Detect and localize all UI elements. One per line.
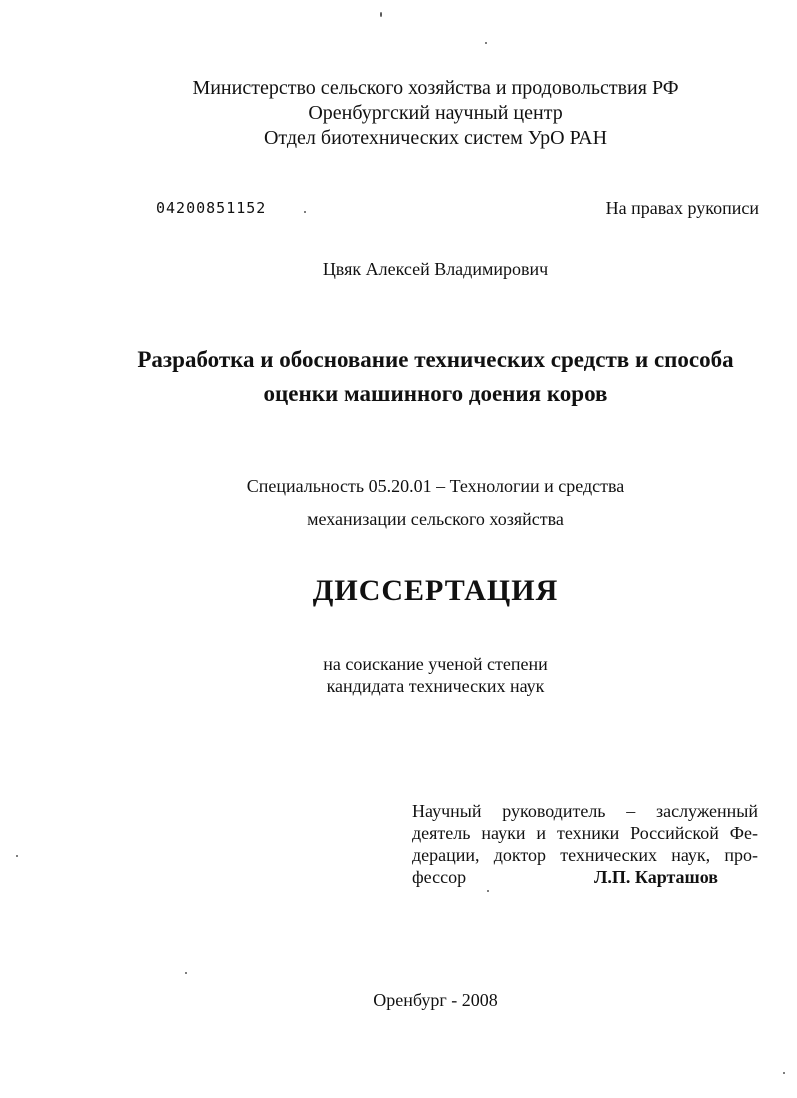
dissertation-title: [0, 343, 797, 411]
manuscript-rights-note: На правах рукописи: [605, 198, 759, 218]
supervisor-line-3: дерации, доктор технических наук, про-: [412, 845, 758, 865]
scan-speck: [485, 42, 487, 44]
scan-speck: [16, 855, 18, 857]
scan-speck: [304, 211, 306, 213]
department-name: Отдел биотехнических систем УрО РАН: [263, 127, 608, 149]
document-code: 04200851152: [156, 199, 267, 217]
supervisor-line-4: [412, 866, 758, 888]
specialty-line-2: механизации сельского хозяйства: [307, 509, 564, 529]
ministry-name: Министерство сельского хозяйства и продовольствия РФ: [192, 77, 679, 99]
author-name: Цвяк Алексей Владимирович: [322, 259, 549, 279]
supervisor-block: [412, 800, 758, 888]
supervisor-line-2: деятель науки и техники Российской Фе-: [412, 823, 758, 843]
specialty-block: [0, 470, 797, 536]
title-line-1: Разработка и обоснование технических средств и способа: [137, 347, 734, 372]
supervisor-name: Л.П. Карташов: [593, 867, 718, 887]
degree-line-1: на соискание ученой степени: [323, 654, 548, 674]
degree-block: [0, 653, 797, 697]
supervisor-title: фессор: [412, 867, 467, 887]
document-type-heading: ДИССЕРТАЦИЯ: [312, 574, 559, 607]
institution-header: [0, 76, 797, 151]
scan-speck: [380, 12, 382, 17]
specialty-line-1: Специальность 05.20.01 – Технологии и средства: [246, 476, 625, 496]
scan-speck: [185, 972, 187, 974]
research-center-name: Оренбургский научный центр: [308, 102, 563, 124]
degree-line-2: кандидата технических наук: [326, 676, 545, 696]
scan-speck: [487, 890, 489, 892]
scan-speck: [783, 1072, 785, 1074]
title-line-2: оценки машинного доения коров: [263, 381, 608, 406]
city-and-year: Оренбург - 2008: [373, 990, 498, 1010]
supervisor-line-1: Научный руководитель – заслуженный: [412, 801, 758, 821]
